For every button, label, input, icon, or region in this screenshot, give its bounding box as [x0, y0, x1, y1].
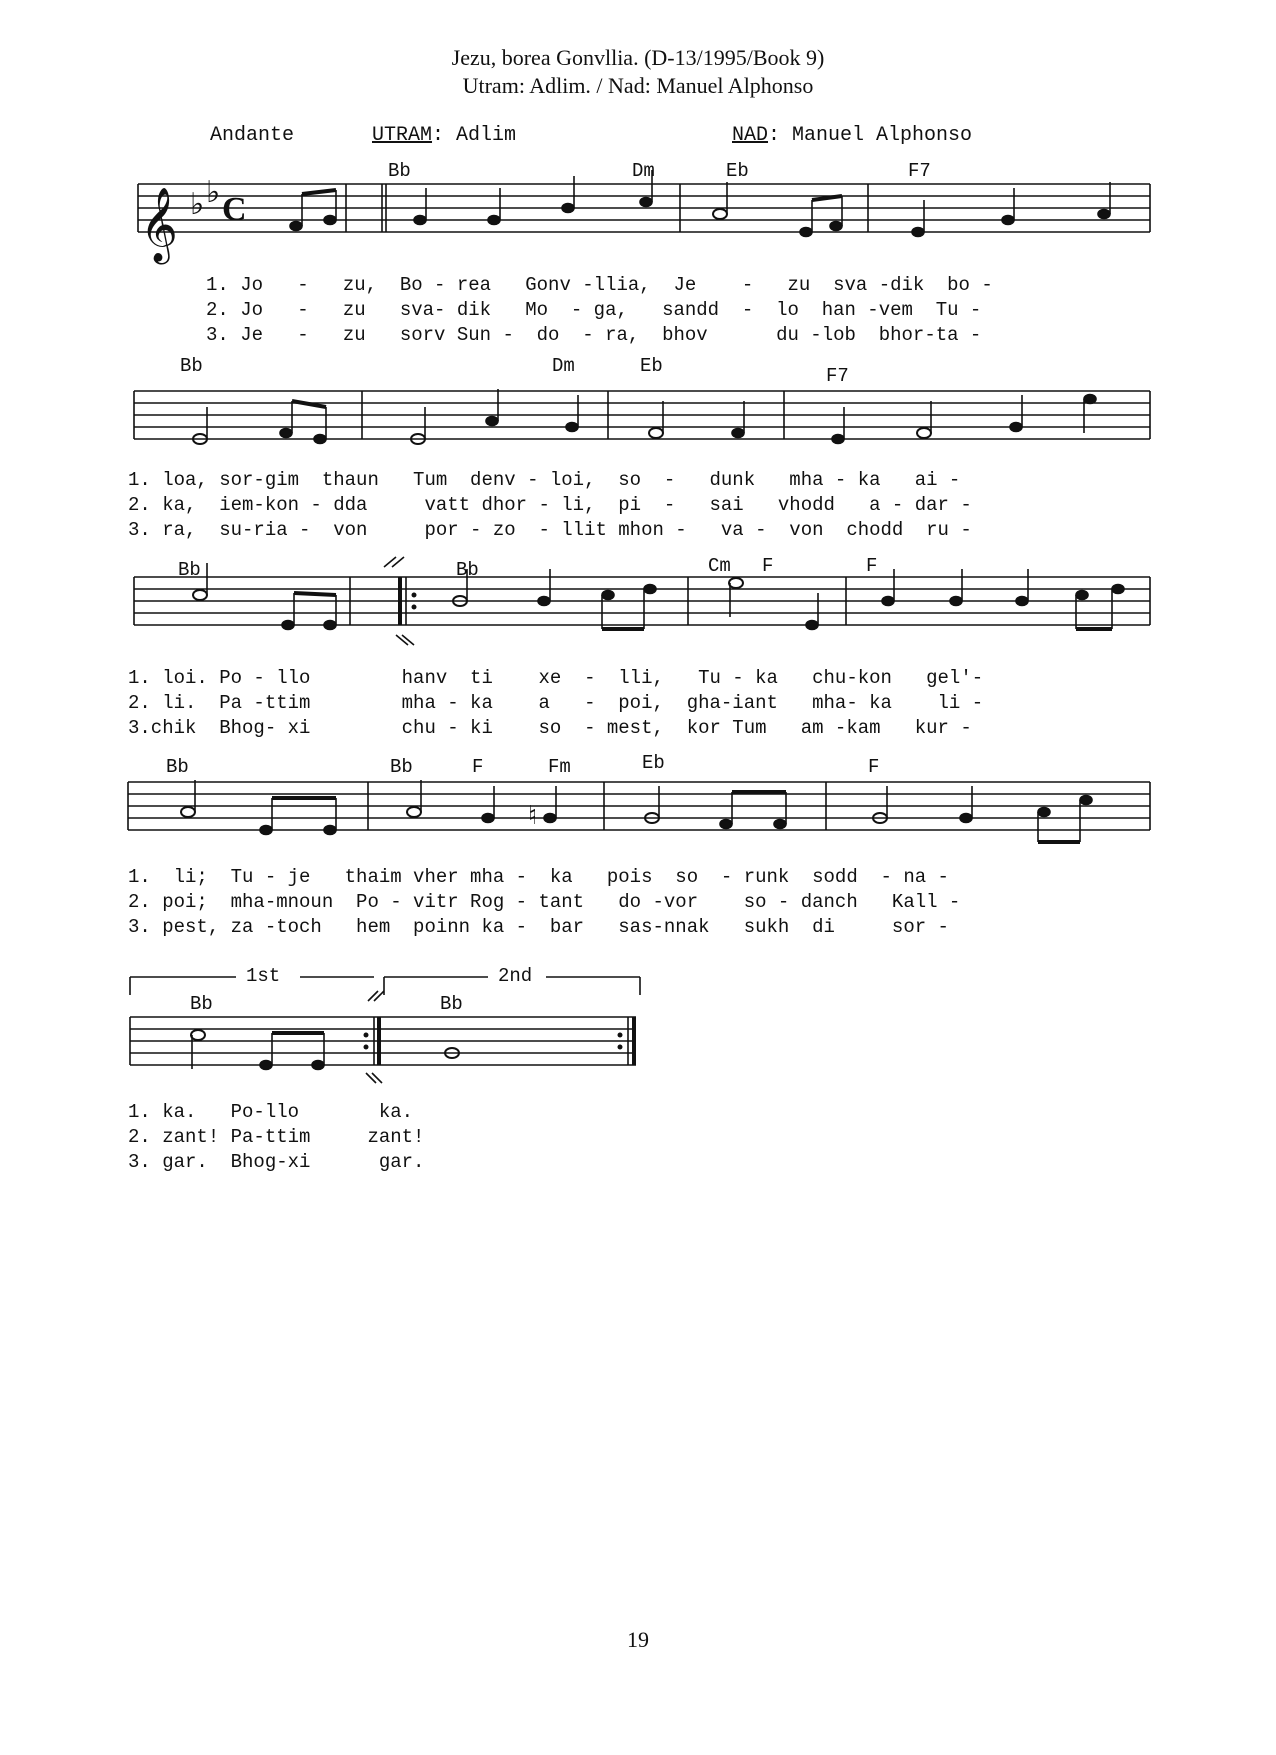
- lyric-line: 2. poi; mha-mnoun Po - vitr Rog - tant do -vor so - danch Kall -: [128, 891, 961, 913]
- chord-label: Eb: [640, 355, 663, 377]
- tempo-marking: Andante: [210, 124, 295, 147]
- page-number: 19: [627, 1627, 649, 1652]
- lyric-line: 1. loi. Po - llo hanv ti xe - lli, Tu - ka chu-kon gel'-: [128, 667, 984, 689]
- chord-label: Bb: [456, 559, 479, 581]
- treble-clef-icon: 𝄞: [140, 188, 178, 262]
- second-ending-label: 2nd: [498, 965, 533, 987]
- chord-label: Bb: [190, 993, 213, 1015]
- chord-label: Eb: [726, 160, 749, 182]
- lyric-line: 3. gar. Bhog-xi gar.: [128, 1151, 425, 1173]
- utram-credit: [372, 124, 516, 147]
- title-block: [0, 44, 1276, 100]
- lyric-line: 2. Jo - zu sva- dik Mo - ga, sandd - lo han -vem Tu -: [206, 299, 982, 321]
- chord-label: F: [472, 756, 484, 778]
- chord-label: Bb: [178, 559, 201, 581]
- chord-label: Fm: [548, 756, 571, 778]
- lyric-line: 1. ka. Po-llo ka.: [128, 1101, 414, 1123]
- staff-1: [0, 150, 1276, 280]
- lyric-line: 2. li. Pa -ttim mha - ka a - poi, gha-iant mha- ka li -: [128, 692, 984, 714]
- nad-label: NAD: [732, 124, 769, 147]
- utram-value: : Adlim: [432, 124, 517, 147]
- chord-label: F7: [826, 365, 849, 387]
- svg-text:♭: ♭: [190, 187, 205, 222]
- chord-label: Bb: [388, 160, 411, 182]
- chord-label: Eb: [642, 752, 665, 774]
- lyric-line: 1. loa, sor-gim thaun Tum denv - loi, so - dunk mha - ka ai -: [128, 469, 961, 491]
- lyric-line: 1. Jo - zu, Bo - rea Gonv -llia, Je - zu sva -dik bo -: [206, 274, 993, 296]
- lyric-line: 2. zant! Pa-ttim zant!: [128, 1126, 425, 1148]
- chord-label: Bb: [440, 993, 463, 1015]
- first-ending-label: 1st: [246, 965, 281, 987]
- chord-label: Bb: [180, 355, 203, 377]
- chord-label: F: [868, 756, 880, 778]
- title-line-2: Utram: Adlim. / Nad: Manuel Alphonso: [462, 73, 814, 98]
- lyric-line: 3. pest, za -toch hem poinn ka - bar sas-nnak sukh di sor -: [128, 916, 949, 938]
- chord-label: Dm: [552, 355, 575, 377]
- chord-label: F: [866, 555, 878, 577]
- utram-label: UTRAM: [372, 124, 433, 147]
- lyric-line: 3. Je - zu sorv Sun - do - ra, bhov du -lob bhor-ta -: [206, 324, 982, 346]
- nad-credit: [732, 124, 972, 147]
- chord-label: F7: [908, 160, 931, 182]
- chord-label: Bb: [390, 756, 413, 778]
- staff-3: [0, 555, 1276, 675]
- staff-2: [0, 355, 1276, 475]
- chord-label: Bb: [166, 756, 189, 778]
- chord-label: Cm: [708, 555, 731, 577]
- lyric-line: 2. ka, iem-kon - dda vatt dhor - li, pi - sai vhodd a - dar -: [128, 494, 972, 516]
- chord-label: F: [762, 555, 774, 577]
- chord-label: Dm: [632, 160, 655, 182]
- staff-4: [0, 752, 1276, 872]
- lyric-line: 3. ra, su-ria - von por - zo - llit mhon - va - von chodd ru -: [128, 519, 972, 541]
- svg-text:♮: ♮: [528, 801, 538, 831]
- svg-text:♭: ♭: [206, 175, 221, 210]
- staff-5: [0, 965, 1276, 1085]
- svg-text:C: C: [222, 191, 247, 228]
- lyric-line: 1. li; Tu - je thaim vher mha - ka pois so - runk sodd - na -: [128, 866, 949, 888]
- lyric-line: 3.chik Bhog- xi chu - ki so - mest, kor Tum am -kam kur -: [128, 717, 972, 739]
- nad-value: : Manuel Alphonso: [768, 124, 973, 147]
- title-line-1: Jezu, borea Gonvllia. (D-13/1995/Book 9): [451, 45, 825, 70]
